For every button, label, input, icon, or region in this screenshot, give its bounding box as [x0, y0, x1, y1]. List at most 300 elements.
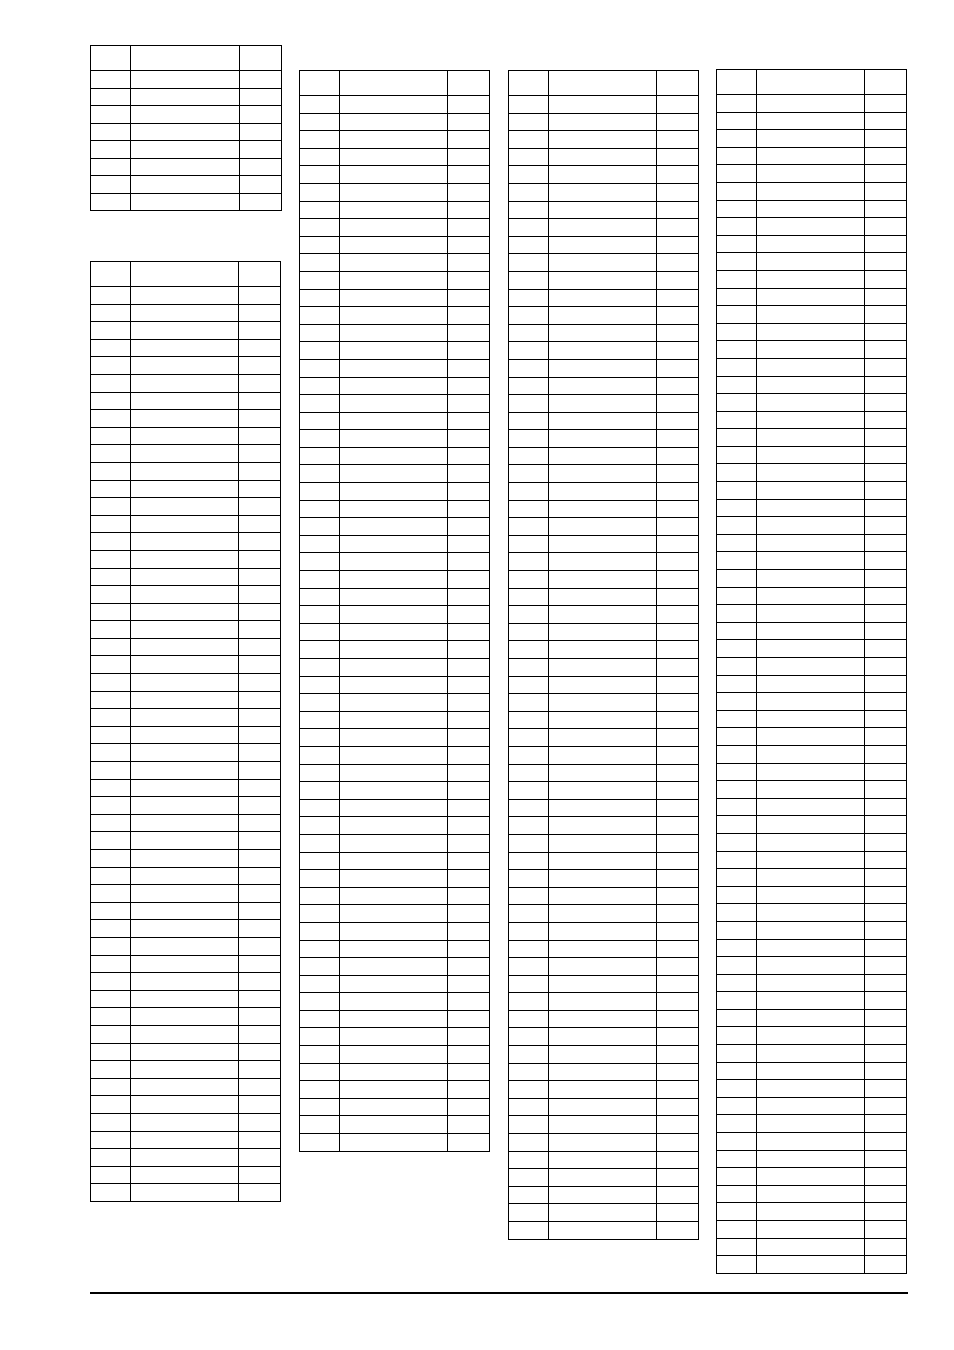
table-cell: [239, 850, 281, 868]
table-cell: [448, 236, 490, 254]
table-cell: [91, 674, 131, 692]
table-row: [717, 1221, 907, 1239]
table-cell: [717, 358, 757, 376]
table-row: [509, 817, 699, 835]
table-cell: [549, 1081, 657, 1099]
table-cell: [239, 691, 281, 709]
table-cell: [131, 1113, 239, 1131]
table-cell: [865, 288, 907, 306]
table-cell: [549, 307, 657, 325]
table-cell: [757, 570, 865, 588]
table-cell: [239, 762, 281, 780]
table-row: [509, 940, 699, 958]
table-cell: [91, 141, 131, 159]
table-cell: [509, 131, 549, 149]
table-cell: [549, 166, 657, 184]
table-cell: [131, 462, 239, 480]
table-header-cell: [239, 262, 281, 287]
table-cell: [448, 817, 490, 835]
table-cell: [657, 324, 699, 342]
table-cell: [131, 1078, 239, 1096]
table-cell: [239, 621, 281, 639]
table-cell: [300, 659, 340, 677]
table-row: [717, 1115, 907, 1133]
table-cell: [448, 694, 490, 712]
table-header-row: [717, 70, 907, 95]
table-cell: [239, 674, 281, 692]
table-cell: [717, 1168, 757, 1186]
table-cell: [865, 886, 907, 904]
table-row: [717, 1080, 907, 1098]
table-cell: [717, 288, 757, 306]
table-cell: [448, 1081, 490, 1099]
table-cell: [865, 816, 907, 834]
table-cell: [448, 377, 490, 395]
table-cell: [340, 729, 448, 747]
table-cell: [549, 922, 657, 940]
table-cell: [448, 430, 490, 448]
table-header-cell: [91, 46, 131, 71]
table-cell: [549, 817, 657, 835]
table-cell: [509, 729, 549, 747]
table-row: [509, 148, 699, 166]
table-row: [300, 342, 490, 360]
table-cell: [717, 200, 757, 218]
table-cell: [131, 287, 239, 305]
table-cell: [757, 411, 865, 429]
table-cell: [239, 480, 281, 498]
table-cell: [657, 183, 699, 201]
table-row: [300, 711, 490, 729]
table-cell: [300, 518, 340, 536]
table-cell: [448, 729, 490, 747]
table-cell: [657, 729, 699, 747]
table-row: [717, 130, 907, 148]
table-cell: [657, 131, 699, 149]
table-cell: [657, 271, 699, 289]
table-cell: [91, 902, 131, 920]
table-cell: [131, 427, 239, 445]
table-cell: [549, 342, 657, 360]
table-cell: [448, 1010, 490, 1028]
table-cell: [865, 130, 907, 148]
table-cell: [131, 797, 239, 815]
table-cell: [657, 236, 699, 254]
table-cell: [549, 852, 657, 870]
table-cell: [757, 1221, 865, 1239]
table-cell: [448, 834, 490, 852]
table-cell: [549, 254, 657, 272]
table-cell: [300, 201, 340, 219]
footer-rule: [90, 1292, 908, 1294]
table-row: [300, 201, 490, 219]
table-cell: [239, 445, 281, 463]
table-row: [717, 798, 907, 816]
table-row: [300, 746, 490, 764]
table-cell: [549, 993, 657, 1011]
table-row: [717, 1045, 907, 1063]
table-cell: [91, 867, 131, 885]
table-row: [91, 867, 281, 885]
table-cell: [239, 797, 281, 815]
table-row: [300, 1010, 490, 1028]
table-cell: [300, 254, 340, 272]
table-cell: [340, 606, 448, 624]
table-header-cell: [549, 71, 657, 96]
table-cell: [509, 1186, 549, 1204]
table-cell: [549, 571, 657, 589]
table-cell: [131, 867, 239, 885]
table-cell: [340, 324, 448, 342]
table-cell: [657, 342, 699, 360]
table-row: [509, 535, 699, 553]
table-row: [300, 958, 490, 976]
table-cell: [865, 1150, 907, 1168]
table-row: [717, 552, 907, 570]
table-cell: [448, 852, 490, 870]
table-cell: [865, 306, 907, 324]
table-row: [300, 817, 490, 835]
table-cell: [549, 729, 657, 747]
table-cell: [131, 1096, 239, 1114]
table-cell: [300, 395, 340, 413]
table-cell: [239, 392, 281, 410]
table-cell: [757, 886, 865, 904]
table-cell: [239, 427, 281, 445]
table-row: [717, 1185, 907, 1203]
table-cell: [239, 106, 281, 124]
table-cell: [91, 1113, 131, 1131]
table-cell: [865, 939, 907, 957]
table-cell: [91, 586, 131, 604]
table-cell: [300, 782, 340, 800]
table-cell: [300, 588, 340, 606]
table-cell: [300, 922, 340, 940]
table-row: [91, 955, 281, 973]
table-cell: [131, 1008, 239, 1026]
table-cell: [509, 254, 549, 272]
table-cell: [549, 588, 657, 606]
table-cell: [717, 182, 757, 200]
table-cell: [757, 728, 865, 746]
table-row: [509, 870, 699, 888]
table-cell: [340, 342, 448, 360]
blank-table-4: [508, 70, 699, 1240]
table-cell: [91, 88, 131, 106]
table-cell: [91, 158, 131, 176]
table-cell: [717, 235, 757, 253]
table-cell: [131, 621, 239, 639]
table-row: [91, 674, 281, 692]
table-cell: [757, 1115, 865, 1133]
table-cell: [239, 656, 281, 674]
table-cell: [300, 975, 340, 993]
table-cell: [657, 870, 699, 888]
table-cell: [509, 905, 549, 923]
table-cell: [865, 464, 907, 482]
table-cell: [300, 799, 340, 817]
table-cell: [300, 131, 340, 149]
table-cell: [300, 289, 340, 307]
table-cell: [757, 1097, 865, 1115]
table-cell: [300, 1010, 340, 1028]
table-cell: [657, 113, 699, 131]
table-cell: [509, 993, 549, 1011]
table-header-cell: [657, 71, 699, 96]
table-cell: [131, 1131, 239, 1149]
table-row: [509, 922, 699, 940]
table-cell: [549, 324, 657, 342]
table-row: [509, 905, 699, 923]
table-cell: [549, 905, 657, 923]
table-cell: [549, 659, 657, 677]
table-cell: [865, 341, 907, 359]
table-row: [509, 659, 699, 677]
table-row: [300, 782, 490, 800]
table-cell: [865, 1045, 907, 1063]
table-cell: [865, 1080, 907, 1098]
table-cell: [91, 1008, 131, 1026]
table-cell: [131, 322, 239, 340]
table-cell: [91, 1061, 131, 1079]
table-cell: [340, 1046, 448, 1064]
table-cell: [131, 762, 239, 780]
table-cell: [91, 937, 131, 955]
table-row: [717, 1203, 907, 1221]
table-cell: [448, 1063, 490, 1081]
table-cell: [657, 659, 699, 677]
table-cell: [91, 339, 131, 357]
table-cell: [340, 870, 448, 888]
table-cell: [300, 553, 340, 571]
table-cell: [448, 571, 490, 589]
table-row: [91, 106, 282, 124]
table-cell: [717, 957, 757, 975]
table-cell: [717, 446, 757, 464]
table-row: [91, 779, 281, 797]
table-cell: [91, 287, 131, 305]
table-row: [300, 96, 490, 114]
table-row: [509, 571, 699, 589]
table-cell: [865, 218, 907, 236]
table-row: [717, 534, 907, 552]
table-cell: [448, 148, 490, 166]
table-row: [300, 975, 490, 993]
table-row: [717, 1238, 907, 1256]
table-cell: [239, 141, 281, 159]
table-cell: [657, 483, 699, 501]
table-cell: [448, 518, 490, 536]
table-cell: [300, 324, 340, 342]
table-cell: [340, 694, 448, 712]
table-row: [717, 1256, 907, 1274]
table-cell: [657, 307, 699, 325]
table-row: [509, 887, 699, 905]
table-cell: [340, 148, 448, 166]
table-row: [509, 1010, 699, 1028]
table-cell: [239, 1008, 281, 1026]
table-row: [91, 744, 281, 762]
table-cell: [549, 764, 657, 782]
table-cell: [865, 605, 907, 623]
table-cell: [757, 869, 865, 887]
table-cell: [509, 1222, 549, 1240]
table-row: [91, 937, 281, 955]
table-header-cell: [865, 70, 907, 95]
table-cell: [448, 922, 490, 940]
table-cell: [91, 973, 131, 991]
table-cell: [865, 992, 907, 1010]
table-row: [717, 341, 907, 359]
table-cell: [300, 377, 340, 395]
table-cell: [865, 482, 907, 500]
table-cell: [300, 236, 340, 254]
table-cell: [131, 990, 239, 1008]
table-cell: [239, 638, 281, 656]
table-cell: [865, 358, 907, 376]
table-row: [91, 709, 281, 727]
table-cell: [657, 676, 699, 694]
table-cell: [239, 902, 281, 920]
table-cell: [131, 1043, 239, 1061]
table-cell: [91, 498, 131, 516]
table-cell: [448, 96, 490, 114]
table-cell: [657, 535, 699, 553]
table-cell: [91, 638, 131, 656]
table-cell: [717, 974, 757, 992]
table-row: [509, 430, 699, 448]
table-cell: [865, 622, 907, 640]
table-row: [91, 603, 281, 621]
table-cell: [757, 675, 865, 693]
table-row: [300, 606, 490, 624]
table-cell: [657, 940, 699, 958]
table-cell: [300, 958, 340, 976]
table-cell: [865, 1168, 907, 1186]
table-row: [717, 323, 907, 341]
table-cell: [300, 940, 340, 958]
table-cell: [865, 710, 907, 728]
table-row: [91, 427, 281, 445]
table-cell: [717, 429, 757, 447]
table-cell: [757, 288, 865, 306]
table-cell: [509, 817, 549, 835]
table-row: [91, 1078, 281, 1096]
table-row: [300, 623, 490, 641]
table-cell: [549, 131, 657, 149]
table-cell: [340, 447, 448, 465]
table-cell: [717, 992, 757, 1010]
table-cell: [865, 763, 907, 781]
table-row: [509, 395, 699, 413]
table-cell: [657, 922, 699, 940]
table-cell: [549, 359, 657, 377]
table-cell: [657, 518, 699, 536]
table-cell: [340, 1098, 448, 1116]
table-row: [717, 112, 907, 130]
table-cell: [657, 412, 699, 430]
table-row: [300, 289, 490, 307]
table-cell: [91, 603, 131, 621]
table-cell: [340, 1010, 448, 1028]
table-row: [509, 483, 699, 501]
table-cell: [865, 904, 907, 922]
table-cell: [509, 641, 549, 659]
table-cell: [300, 535, 340, 553]
table-cell: [757, 1168, 865, 1186]
table-cell: [91, 1043, 131, 1061]
table-cell: [657, 96, 699, 114]
table-row: [509, 852, 699, 870]
table-cell: [509, 588, 549, 606]
table-cell: [717, 1045, 757, 1063]
table-cell: [717, 341, 757, 359]
table-header-cell: [239, 46, 281, 71]
table-cell: [549, 148, 657, 166]
table-row: [717, 147, 907, 165]
table-cell: [549, 623, 657, 641]
table-cell: [717, 1133, 757, 1151]
table-row: [717, 763, 907, 781]
table-cell: [717, 165, 757, 183]
table-cell: [300, 307, 340, 325]
table-cell: [340, 553, 448, 571]
table-cell: [865, 253, 907, 271]
table-row: [509, 799, 699, 817]
table-row: [717, 587, 907, 605]
table-header-row: [509, 71, 699, 96]
table-cell: [509, 975, 549, 993]
table-cell: [757, 95, 865, 113]
table-row: [509, 412, 699, 430]
table-cell: [717, 376, 757, 394]
table-row: [509, 746, 699, 764]
table-cell: [757, 781, 865, 799]
table-cell: [239, 832, 281, 850]
table-cell: [657, 1010, 699, 1028]
table-cell: [509, 606, 549, 624]
table-cell: [757, 1133, 865, 1151]
table-cell: [865, 376, 907, 394]
table-header-row: [300, 71, 490, 96]
table-cell: [340, 1134, 448, 1152]
table-cell: [549, 377, 657, 395]
table-cell: [717, 218, 757, 236]
table-cell: [549, 96, 657, 114]
table-cell: [549, 500, 657, 518]
table-cell: [757, 429, 865, 447]
table-row: [717, 429, 907, 447]
table-header-cell: [717, 70, 757, 95]
table-cell: [509, 96, 549, 114]
table-cell: [757, 921, 865, 939]
table-row: [717, 358, 907, 376]
table-cell: [717, 640, 757, 658]
table-cell: [657, 782, 699, 800]
table-cell: [509, 870, 549, 888]
table-cell: [549, 236, 657, 254]
table-row: [91, 832, 281, 850]
table-cell: [509, 922, 549, 940]
table-cell: [657, 764, 699, 782]
table-cell: [91, 106, 131, 124]
table-row: [509, 694, 699, 712]
table-cell: [757, 904, 865, 922]
table-row: [300, 113, 490, 131]
table-cell: [448, 588, 490, 606]
table-cell: [757, 1185, 865, 1203]
table-cell: [340, 96, 448, 114]
